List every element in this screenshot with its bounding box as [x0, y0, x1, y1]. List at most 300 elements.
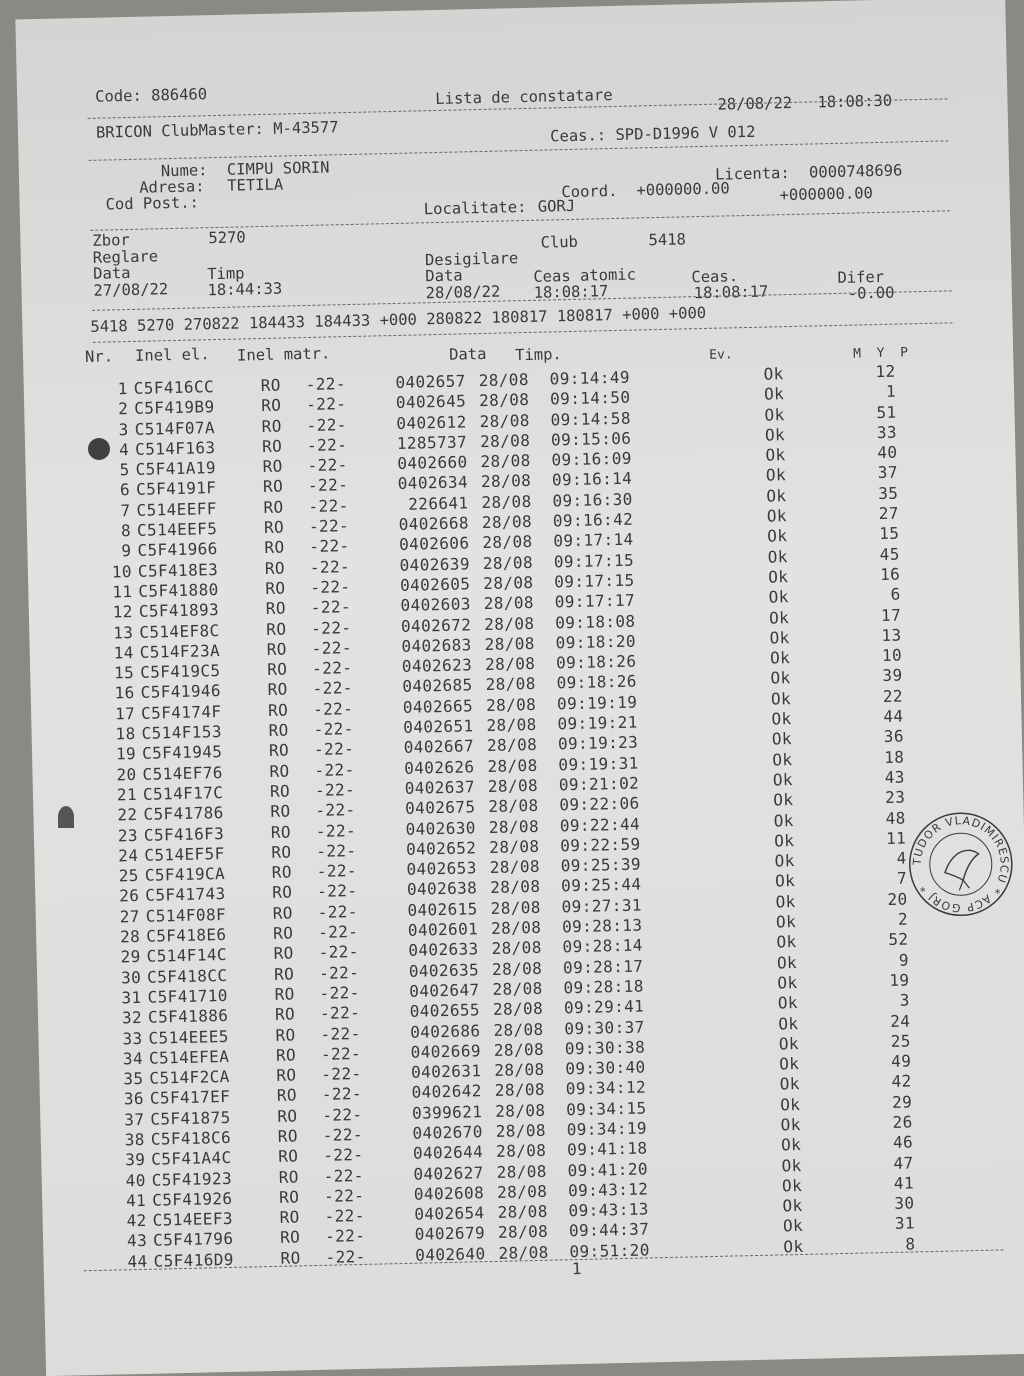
cell-yr: -22-: [319, 982, 360, 1003]
cell-date: 28/08: [483, 572, 534, 594]
cell-m: 30: [894, 1193, 915, 1214]
cell-ev: Ok: [765, 445, 786, 465]
cell-time: 09:43:13: [568, 1199, 650, 1221]
punch-hole: [58, 806, 74, 828]
cell-nr: 44: [127, 1251, 148, 1272]
cell-time: 09:30:38: [564, 1037, 646, 1059]
cell-date: 28/08: [487, 755, 538, 776]
cell-yr: -22-: [324, 1226, 366, 1247]
cell-ro: RO: [273, 964, 295, 984]
club-value: 5418: [648, 230, 687, 250]
timp-label: Timp: [207, 264, 245, 284]
cell-yr: -22-: [315, 800, 356, 821]
cell-date: 28/08: [496, 1181, 548, 1202]
cell-time: 09:34:15: [566, 1098, 647, 1119]
cell-matr: 0402667: [403, 736, 475, 758]
cell-ring: C5F41923: [151, 1168, 233, 1190]
print-date: 28/08/22: [717, 93, 793, 114]
cell-ring: C514F163: [134, 437, 216, 459]
cell-ring: C514EEF3: [152, 1209, 234, 1230]
cell-ring: C514F153: [141, 722, 223, 743]
divider: [89, 140, 949, 161]
cell-yr: -22-: [311, 658, 353, 679]
desigilare-label: Desigilare: [424, 249, 519, 270]
cell-date: 28/08: [479, 430, 531, 451]
cell-m: 25: [890, 1031, 911, 1051]
cell-ro: RO: [270, 801, 291, 822]
cell-m: 43: [884, 767, 906, 787]
cell-nr: 21: [116, 784, 138, 805]
cell-date: 28/08: [498, 1242, 549, 1263]
col-myp: M Y P: [853, 345, 909, 362]
cell-time: 09:28:17: [562, 956, 644, 977]
cell-ev: Ok: [773, 790, 794, 810]
cell-m: 6: [890, 584, 901, 605]
cell-time: 09:16:14: [551, 469, 633, 490]
cell-matr: 0402651: [403, 716, 474, 737]
cell-yr: -22-: [305, 374, 347, 395]
cell-ring: C514F07A: [134, 417, 216, 439]
cell-time: 09:18:26: [555, 651, 637, 673]
cell-matr: 0402686: [410, 1020, 481, 1042]
cell-ring: C5F41946: [140, 681, 222, 703]
cell-ev: Ok: [769, 648, 791, 668]
cell-date: 28/08: [481, 511, 533, 533]
cell-ro: RO: [261, 436, 283, 456]
cell-yr: -22-: [307, 475, 349, 496]
cell-ring: C5F4191F: [135, 478, 217, 500]
cell-matr: 0402657: [395, 371, 466, 392]
cell-nr: 9: [121, 541, 132, 561]
cell-ring: C514EEE5: [148, 1026, 229, 1048]
cell-matr: 0402644: [412, 1142, 484, 1164]
cell-nr: 2: [117, 399, 129, 419]
cell-time: 09:25:44: [560, 874, 642, 896]
cell-m: 51: [876, 402, 897, 422]
cell-yr: -22-: [317, 901, 359, 922]
cell-ro: RO: [280, 1248, 301, 1268]
cell-ev: Ok: [776, 952, 798, 973]
cell-m: 44: [883, 706, 904, 727]
cell-matr: 0402652: [405, 838, 477, 859]
cell-ev: Ok: [770, 688, 792, 709]
cell-m: 17: [880, 605, 902, 625]
cell-time: 09:51:20: [569, 1240, 650, 1262]
cell-time: 09:19:31: [558, 753, 639, 775]
cell-time: 09:17:15: [554, 570, 635, 592]
cell-ev: Ok: [773, 830, 795, 851]
cell-matr: 0402655: [409, 1000, 481, 1022]
cell-ev: Ok: [777, 972, 798, 993]
cell-nr: 33: [122, 1028, 143, 1048]
difer-value: -0.00: [847, 283, 895, 303]
page-title: Lista de constatare: [435, 85, 613, 109]
cell-yr: -22-: [309, 536, 350, 557]
cell-date: 28/08: [492, 978, 543, 999]
cell-matr: 0402634: [397, 472, 469, 494]
cell-m: 18: [884, 747, 905, 767]
cell-matr: 0402675: [404, 797, 476, 819]
cell-nr: 7: [120, 500, 131, 521]
cell-ring: C514EF76: [142, 762, 223, 784]
cell-matr: 0402668: [398, 513, 470, 535]
cell-date: 28/08: [488, 796, 539, 817]
cell-nr: 34: [122, 1048, 144, 1069]
cell-date: 28/08: [489, 836, 540, 857]
cell-m: 12: [875, 361, 896, 382]
cell-m: 11: [885, 828, 907, 848]
cell-yr: -22-: [322, 1124, 364, 1145]
cell-matr: 0402665: [402, 696, 474, 717]
cell-ev: Ok: [768, 567, 789, 587]
cell-matr: 0402683: [401, 635, 472, 656]
cell-ro: RO: [268, 740, 290, 761]
cell-ring: C5F416F3: [143, 823, 225, 845]
cell-time: 09:17:15: [553, 550, 635, 572]
cell-yr: -22-: [307, 455, 348, 476]
cell-time: 09:29:41: [563, 996, 645, 1018]
cell-ev: Ok: [772, 770, 794, 790]
address-label: Adresa:: [139, 177, 205, 197]
cell-yr: -22-: [323, 1185, 365, 1206]
cell-ev: Ok: [781, 1175, 803, 1196]
cell-date: 28/08: [495, 1120, 547, 1141]
cell-m: 9: [898, 950, 910, 970]
cell-ev: Ok: [780, 1135, 802, 1155]
coord-value-2: +000000.00: [779, 184, 874, 205]
cell-date: 28/08: [482, 532, 533, 553]
cell-ev: Ok: [771, 709, 792, 729]
cell-m: 15: [878, 523, 900, 544]
cell-ro: RO: [264, 558, 286, 578]
cell-matr: 0402605: [399, 574, 471, 595]
cell-ro: RO: [273, 943, 294, 964]
cell-date: 28/08: [485, 694, 537, 715]
cell-nr: 12: [112, 602, 134, 622]
cell-ro: RO: [274, 984, 295, 1004]
page-number: 1: [571, 1258, 582, 1279]
cell-ring: C514F2CA: [149, 1067, 230, 1088]
cell-ev: Ok: [775, 891, 796, 912]
cell-date: 28/08: [480, 471, 532, 492]
cell-ev: Ok: [781, 1155, 802, 1175]
cell-ev: Ok: [772, 749, 793, 770]
cell-nr: 41: [125, 1190, 147, 1211]
cell-ring: C5F418E6: [145, 924, 227, 946]
cell-time: 09:14:58: [550, 408, 632, 430]
cell-ro: RO: [265, 598, 287, 619]
cell-time: 09:28:13: [561, 915, 643, 937]
ceas-time: 18:08:17: [693, 282, 769, 303]
cell-ev: Ok: [771, 729, 793, 749]
cell-ro: RO: [262, 477, 284, 497]
cell-ro: RO: [260, 375, 282, 396]
cell-matr: 0402685: [402, 675, 473, 697]
address-value: TETILA: [227, 175, 284, 195]
cell-nr: 27: [119, 906, 140, 927]
cell-ev: Ok: [773, 810, 795, 831]
atomic-label: Ceas atomic: [533, 265, 637, 286]
cell-time: 09:41:18: [566, 1138, 648, 1160]
cell-matr: 0402612: [396, 411, 467, 433]
cell-nr: 8: [120, 521, 132, 541]
cell-ro: RO: [278, 1187, 300, 1207]
cell-ro: RO: [269, 761, 290, 781]
cell-ring: C5F41966: [137, 539, 218, 561]
cell-m: 36: [883, 726, 905, 747]
cell-nr: 30: [120, 967, 142, 987]
cell-m: 24: [890, 1010, 911, 1031]
cell-matr: 0399621: [411, 1101, 483, 1123]
cell-date: 28/08: [494, 1059, 545, 1081]
cell-nr: 1: [117, 379, 128, 399]
cell-ring: C514EEFF: [136, 498, 218, 520]
cell-time: 09:19:19: [556, 692, 638, 714]
cell-yr: -22-: [324, 1206, 365, 1226]
cell-m: 16: [879, 564, 901, 585]
results-table: [84, 360, 984, 1273]
cell-yr: -22-: [317, 921, 359, 942]
cell-ring: C5F4174F: [140, 701, 222, 723]
cell-yr: -22-: [312, 678, 353, 699]
cell-nr: 17: [114, 703, 136, 724]
desig-date: 28/08/22: [425, 282, 501, 303]
cell-ev: Ok: [776, 932, 797, 952]
cell-ring: C514EFEA: [148, 1046, 230, 1068]
print-time: 18:08:30: [817, 91, 893, 112]
coord-value-1: +000000.00: [636, 179, 730, 200]
cell-nr: 18: [115, 724, 136, 744]
cell-date: 28/08: [495, 1141, 547, 1162]
cell-date: 28/08: [497, 1222, 549, 1243]
cell-matr: 0402679: [414, 1223, 486, 1245]
cell-ev: Ok: [767, 546, 789, 567]
cell-matr: 1285737: [396, 432, 468, 453]
cell-ring: C5F41743: [145, 884, 226, 906]
cell-yr: -22-: [316, 861, 358, 882]
cell-m: 29: [891, 1092, 913, 1112]
cell-yr: -22-: [322, 1104, 363, 1125]
name-label: Nume:: [160, 161, 208, 181]
cell-time: 09:30:37: [564, 1016, 645, 1038]
cell-m: 4: [896, 848, 907, 868]
cell-ev: Ok: [780, 1114, 801, 1135]
cell-time: 09:16:09: [551, 448, 632, 470]
cell-date: 28/08: [490, 917, 542, 938]
cell-m: 13: [881, 625, 902, 645]
cell-yr: -22-: [306, 414, 348, 435]
cell-ro: RO: [278, 1146, 299, 1167]
code-text: Code: 886460: [94, 85, 208, 106]
cell-ro: RO: [266, 659, 288, 680]
cell-ro: RO: [260, 395, 282, 416]
zbor-value: 5270: [208, 228, 246, 248]
cell-time: 09:41:20: [567, 1159, 649, 1180]
cell-matr: 0402623: [401, 655, 473, 677]
cell-ro: RO: [277, 1106, 298, 1126]
cell-time: 09:28:14: [562, 935, 644, 957]
cell-matr: 0402635: [408, 959, 480, 981]
cell-nr: 13: [113, 622, 134, 643]
cell-date: 28/08: [478, 369, 530, 391]
cell-ring: C5F41886: [147, 1006, 229, 1027]
cell-yr: -22-: [318, 942, 359, 963]
cell-ev: Ok: [782, 1216, 804, 1236]
cell-yr: -22-: [321, 1084, 363, 1105]
data-label: Data: [92, 263, 131, 283]
atomic-time: 18:08:17: [533, 282, 609, 302]
cell-m: 10: [881, 645, 903, 666]
cell-ev: Ok: [777, 993, 799, 1013]
cell-matr: 0402672: [400, 614, 472, 636]
cell-yr: -22-: [311, 637, 353, 658]
col-inel-matr: Inel matr.: [236, 344, 331, 365]
cell-nr: 14: [113, 642, 134, 663]
cell-ev: Ok: [766, 506, 788, 526]
cell-nr: 6: [119, 480, 131, 500]
cell-ro: RO: [272, 882, 293, 903]
cell-date: 28/08: [479, 410, 530, 431]
cell-ro: RO: [279, 1227, 301, 1248]
cell-matr: 0402670: [412, 1122, 483, 1143]
cell-time: 09:44:37: [568, 1219, 650, 1241]
desig-data-label: Data: [425, 266, 463, 286]
cell-time: 09:34:12: [565, 1077, 647, 1099]
cell-time: 09:19:23: [557, 732, 639, 754]
cell-m: 48: [885, 808, 906, 828]
cell-nr: 11: [112, 581, 133, 602]
cell-yr: -22-: [313, 739, 355, 760]
cell-nr: 24: [118, 845, 139, 866]
cell-yr: -22-: [312, 698, 354, 719]
cell-ro: RO: [276, 1085, 298, 1106]
cell-m: 31: [894, 1213, 916, 1234]
cell-ring: C5F41875: [150, 1107, 231, 1129]
cell-date: 28/08: [486, 735, 538, 756]
cell-ro: RO: [261, 416, 282, 436]
cell-matr: 0402633: [408, 939, 479, 961]
cell-nr: 15: [113, 663, 135, 683]
cell-ro: RO: [262, 456, 283, 477]
cell-yr: -22-: [320, 1023, 361, 1044]
cell-ev: Ok: [767, 526, 788, 546]
cell-ro: RO: [274, 1004, 296, 1025]
cell-date: 28/08: [485, 674, 536, 695]
cell-ev: Ok: [765, 465, 787, 486]
cell-ro: RO: [277, 1126, 299, 1146]
cell-matr: 0402640: [415, 1243, 486, 1265]
cell-ring: C5F418E3: [137, 559, 219, 581]
cell-ro: RO: [278, 1166, 299, 1187]
cell-ro: RO: [269, 781, 291, 801]
cell-ev: Ok: [779, 1094, 801, 1115]
cell-date: 28/08: [494, 1080, 546, 1101]
cell-yr: -22-: [321, 1064, 362, 1084]
cell-date: 28/08: [492, 998, 544, 1020]
cell-date: 28/08: [496, 1161, 548, 1182]
cell-matr: 0402669: [410, 1041, 482, 1062]
cell-nr: 40: [125, 1170, 146, 1190]
reglare-time: 18:44:33: [207, 279, 283, 300]
cell-ring: C5F418C6: [150, 1127, 232, 1149]
cell-nr: 42: [126, 1211, 147, 1231]
cell-time: 09:19:21: [557, 712, 638, 734]
reglare-label: Reglare: [92, 247, 159, 267]
license-value: 0000748696: [808, 161, 903, 182]
cell-m: 41: [893, 1173, 915, 1193]
cell-ring: C514EF5F: [144, 843, 225, 865]
cell-yr: -22-: [311, 617, 352, 638]
cell-time: 09:27:31: [561, 895, 643, 917]
cell-ring: C5F419CA: [144, 864, 226, 885]
cell-ev: Ok: [779, 1054, 800, 1074]
cell-m: 47: [893, 1153, 914, 1173]
cell-ro: RO: [271, 842, 292, 862]
cell-ro: RO: [279, 1207, 300, 1227]
cell-date: 28/08: [491, 938, 542, 959]
col-ev: Ev.: [709, 347, 733, 363]
cell-matr: 0402642: [411, 1081, 483, 1103]
cell-ro: RO: [267, 679, 288, 700]
cell-yr: -22-: [308, 516, 350, 537]
cell-m: 37: [877, 463, 899, 483]
cell-matr: 0402660: [397, 452, 468, 474]
cell-ro: RO: [276, 1065, 297, 1085]
cell-matr: 0402631: [410, 1061, 482, 1082]
cell-ro: RO: [271, 862, 293, 883]
cell-time: 09:34:19: [566, 1118, 648, 1140]
cell-nr: 3: [118, 419, 129, 439]
cell-time: 09:15:06: [550, 428, 632, 450]
cell-ro: RO: [266, 639, 288, 659]
cell-date: 28/08: [484, 633, 536, 654]
cell-date: 28/08: [493, 1019, 544, 1040]
cell-nr: 23: [117, 825, 139, 845]
cell-yr: -22-: [320, 1043, 362, 1064]
punch-hole: [88, 438, 110, 460]
cell-date: 28/08: [490, 897, 542, 918]
cell-ev: Ok: [769, 627, 790, 648]
cell-ro: RO: [272, 903, 294, 923]
cell-nr: 32: [121, 1008, 143, 1028]
cell-nr: 22: [117, 805, 138, 825]
cell-date: 28/08: [493, 1039, 545, 1060]
cell-yr: -22-: [325, 1246, 366, 1267]
cell-yr: -22-: [316, 840, 357, 861]
cell-m: 49: [890, 1051, 912, 1072]
cell-nr: 4: [118, 439, 130, 460]
cell-nr: 26: [119, 886, 140, 906]
col-data: Data: [448, 344, 487, 364]
cell-date: 28/08: [495, 1100, 546, 1121]
cell-ro: RO: [270, 822, 292, 842]
cell-m: 42: [891, 1071, 912, 1092]
cell-ev: Ok: [764, 404, 785, 425]
cell-ring: C514EEF5: [136, 519, 218, 540]
cell-matr: 0402638: [406, 878, 478, 900]
cell-date: 28/08: [497, 1201, 548, 1223]
cell-ring: C5F419B9: [134, 397, 215, 419]
col-nr: Nr.: [84, 347, 114, 367]
cell-time: 09:16:30: [552, 489, 633, 511]
cell-date: 28/08: [491, 958, 543, 979]
cell-nr: 19: [115, 744, 137, 764]
cell-m: 39: [882, 666, 903, 686]
cell-yr: -22-: [310, 577, 351, 597]
cell-yr: -22-: [314, 759, 355, 780]
cell-matr: 0402606: [398, 533, 470, 555]
cell-ro: RO: [275, 1024, 296, 1045]
